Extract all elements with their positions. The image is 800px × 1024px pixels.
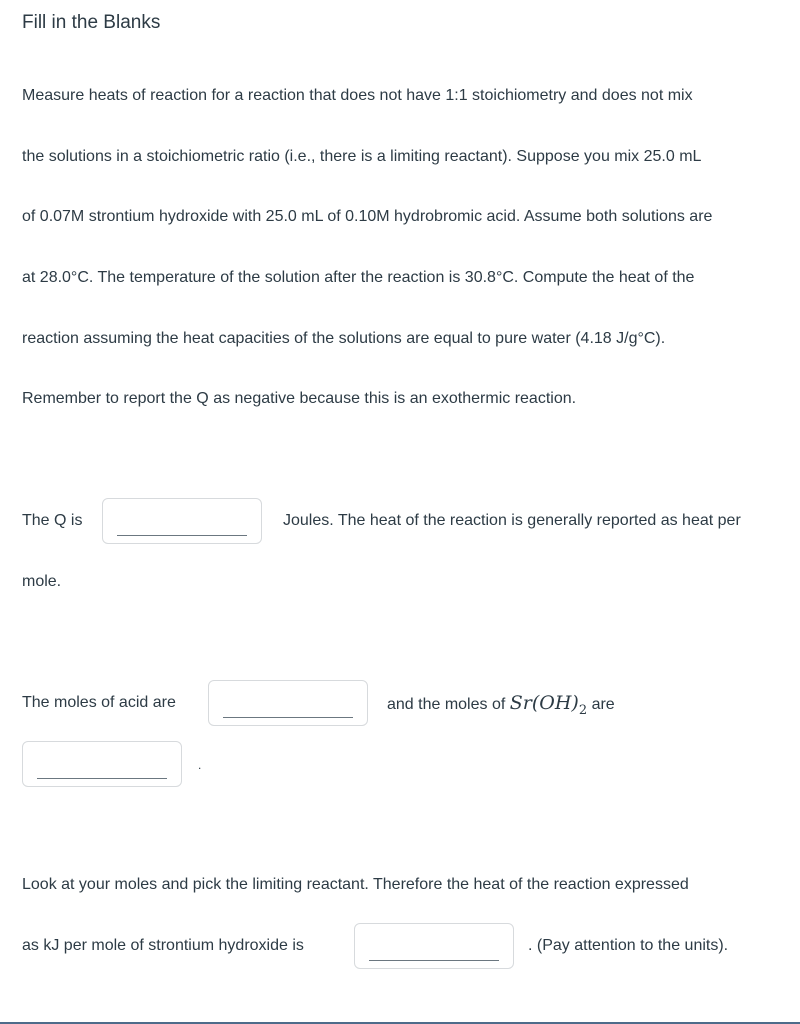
moles-base-input[interactable] (37, 756, 167, 779)
moles-base-blank-box[interactable] (22, 741, 182, 787)
heat-per-mole-blank-box[interactable] (354, 923, 514, 969)
moles-base-are-text: are (591, 696, 615, 713)
q-continued-text: mole. (22, 573, 62, 590)
moles-base-label (387, 692, 615, 718)
formula-base: Sr(OH) (509, 692, 579, 714)
heat-per-mole-input[interactable] (369, 938, 499, 961)
heat-per-mole-label: as kJ per mole of strontium hydroxide is (22, 937, 304, 954)
prompt-line-2: the solutions in a stoichiometric ratio (i.e., there is a limiting reactant). Suppose you mix 25.0 mL (22, 148, 702, 165)
prompt-line-5: reaction assuming the heat capacities of the solutions are equal to pure water (4.18 J/g°C). (22, 330, 666, 347)
question-heading: Fill in the Blanks (22, 12, 161, 33)
q-label: The Q is (22, 512, 83, 529)
prompt-line-4: at 28.0°C. The temperature of the solution after the reaction is 30.8°C. Compute the heat of the (22, 269, 695, 286)
moles-base-text: and the moles of (387, 696, 506, 713)
prompt-line-3: of 0.07M strontium hydroxide with 25.0 mL of 0.10M hydrobromic acid. Assume both solutions are (22, 208, 713, 225)
units-note-text: . (Pay attention to the units). (528, 937, 729, 954)
limiting-line-1: Look at your moles and pick the limiting reactant. Therefore the heat of the reaction expressed (22, 876, 689, 893)
q-blank-box[interactable] (102, 498, 262, 544)
moles-acid-blank-box[interactable] (208, 680, 368, 726)
q-value-input[interactable] (117, 513, 247, 536)
moles-end-mark: . (198, 758, 202, 772)
prompt-line-1: Measure heats of reaction for a reaction that does not have 1:1 stoichiometry and does not mix (22, 87, 693, 104)
moles-acid-label: The moles of acid are (22, 694, 176, 711)
formula-subscript: 2 (578, 702, 588, 718)
q-units-text: Joules. The heat of the reaction is generally reported as heat per (283, 512, 741, 529)
prompt-line-6: Remember to report the Q as negative because this is an exothermic reaction. (22, 390, 577, 407)
strontium-hydroxide-formula (509, 692, 588, 718)
moles-acid-input[interactable] (223, 695, 353, 718)
